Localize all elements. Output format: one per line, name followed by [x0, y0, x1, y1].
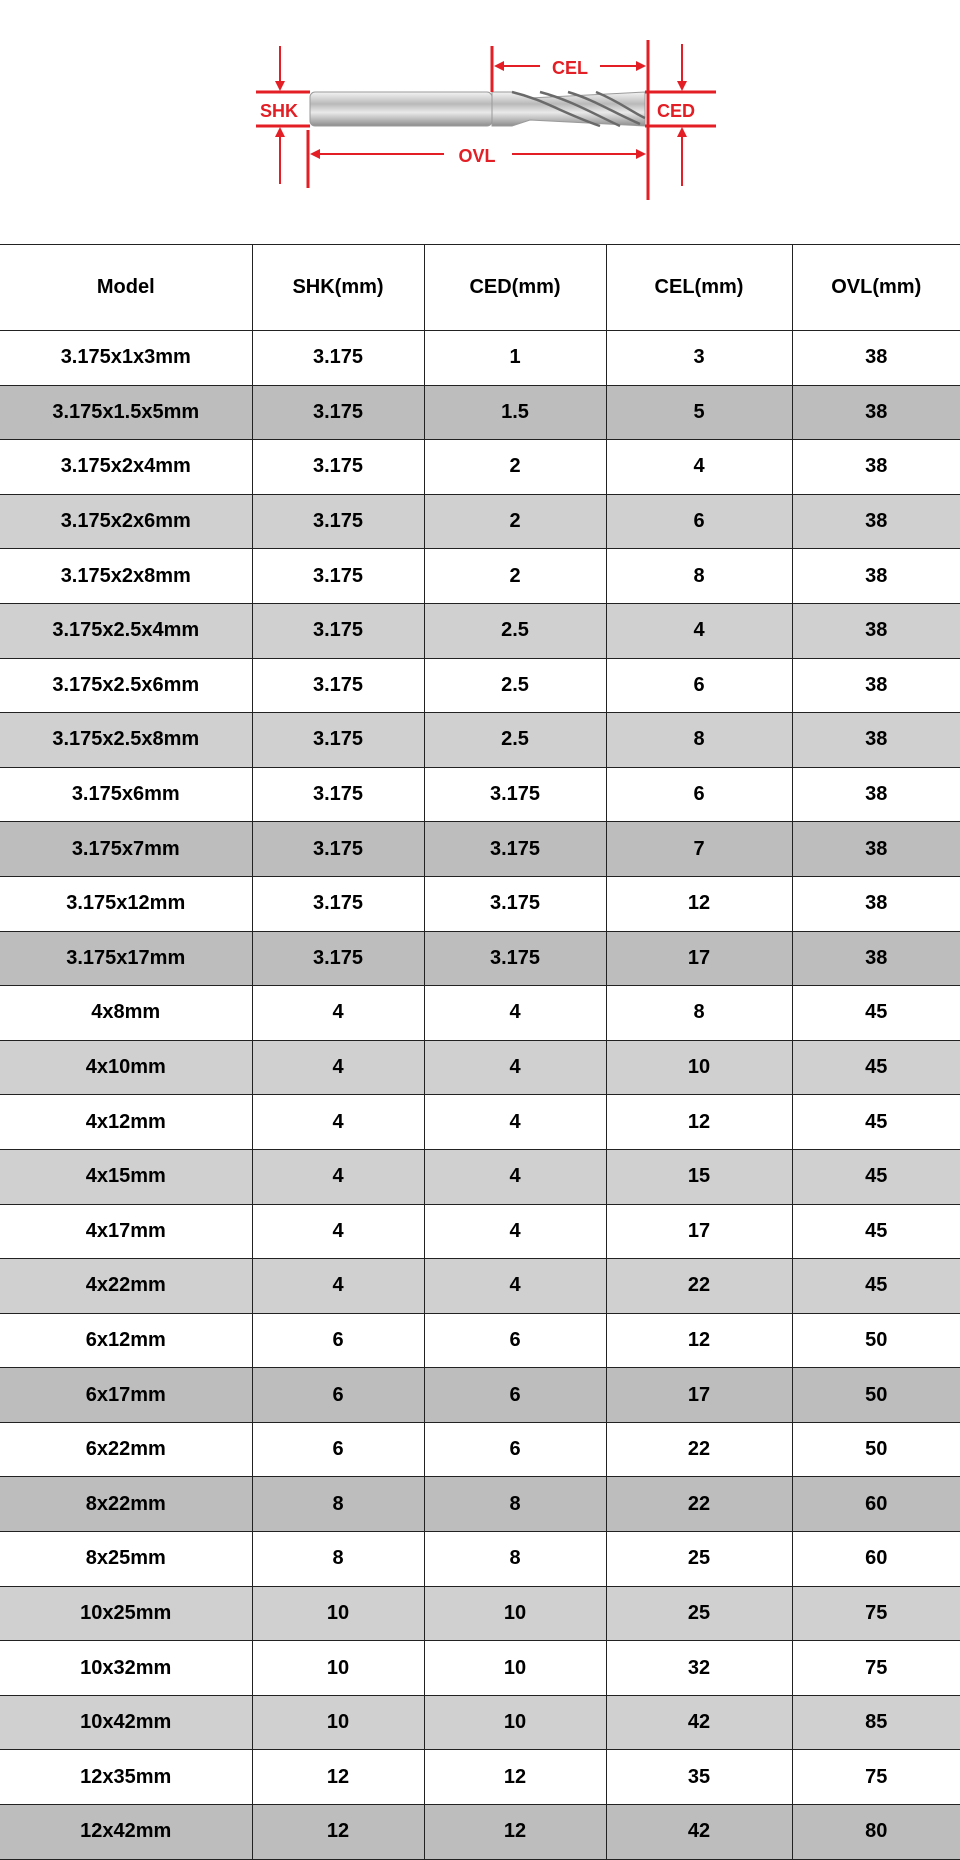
end-mill-dimension-diagram	[0, 0, 960, 244]
cell-cel: 32	[606, 1641, 792, 1696]
cell-ovl: 38	[792, 603, 960, 658]
cell-ced: 3.175	[424, 876, 606, 931]
cell-ced: 2	[424, 494, 606, 549]
cell-ovl: 45	[792, 1259, 960, 1314]
cell-model: 8x22mm	[0, 1477, 252, 1532]
cell-shk: 3.175	[252, 494, 424, 549]
cell-ovl: 38	[792, 385, 960, 440]
cell-model: 3.175x6mm	[0, 767, 252, 822]
table-header-row	[0, 245, 960, 331]
cell-ced: 2	[424, 549, 606, 604]
cell-ovl: 38	[792, 822, 960, 877]
table-row	[0, 822, 960, 877]
cell-model: 3.175x2x4mm	[0, 440, 252, 495]
cell-shk: 6	[252, 1313, 424, 1368]
cell-model: 3.175x1x3mm	[0, 331, 252, 386]
cell-shk: 4	[252, 1149, 424, 1204]
cell-model: 3.175x2.5x4mm	[0, 603, 252, 658]
table-row	[0, 1695, 960, 1750]
cell-model: 12x35mm	[0, 1750, 252, 1805]
cell-cel: 5	[606, 385, 792, 440]
table-row	[0, 931, 960, 986]
table-row	[0, 440, 960, 495]
cell-ced: 4	[424, 1204, 606, 1259]
cell-ovl: 60	[792, 1532, 960, 1587]
table-row	[0, 1095, 960, 1150]
table-row	[0, 549, 960, 604]
table-row	[0, 1259, 960, 1314]
cell-model: 3.175x7mm	[0, 822, 252, 877]
cell-ced: 2.5	[424, 713, 606, 768]
cell-ced: 8	[424, 1532, 606, 1587]
cell-ced: 3.175	[424, 767, 606, 822]
cell-model: 10x32mm	[0, 1641, 252, 1696]
table-row	[0, 1313, 960, 1368]
cell-cel: 12	[606, 1095, 792, 1150]
cell-shk: 4	[252, 1040, 424, 1095]
table-row	[0, 767, 960, 822]
cell-shk: 10	[252, 1695, 424, 1750]
cell-ovl: 45	[792, 1095, 960, 1150]
cell-shk: 6	[252, 1422, 424, 1477]
cell-shk: 10	[252, 1641, 424, 1696]
cell-ovl: 38	[792, 658, 960, 713]
cell-cel: 6	[606, 494, 792, 549]
cell-shk: 3.175	[252, 876, 424, 931]
table-row	[0, 1040, 960, 1095]
cell-shk: 3.175	[252, 331, 424, 386]
table-row	[0, 713, 960, 768]
cell-ced: 10	[424, 1641, 606, 1696]
cell-cel: 35	[606, 1750, 792, 1805]
end-mill-tool	[310, 92, 645, 126]
cell-ovl: 50	[792, 1313, 960, 1368]
cell-cel: 6	[606, 767, 792, 822]
cell-model: 6x12mm	[0, 1313, 252, 1368]
cell-cel: 10	[606, 1040, 792, 1095]
cell-ced: 6	[424, 1313, 606, 1368]
cell-ced: 10	[424, 1695, 606, 1750]
header-cel: CEL(mm)	[606, 245, 792, 331]
cell-shk: 3.175	[252, 713, 424, 768]
table-row	[0, 986, 960, 1041]
cell-model: 3.175x1.5x5mm	[0, 385, 252, 440]
cell-model: 4x10mm	[0, 1040, 252, 1095]
cell-ced: 8	[424, 1477, 606, 1532]
cell-shk: 6	[252, 1368, 424, 1423]
table-row	[0, 1477, 960, 1532]
cell-ced: 4	[424, 1095, 606, 1150]
cell-cel: 22	[606, 1477, 792, 1532]
cell-ced: 6	[424, 1422, 606, 1477]
cell-ced: 12	[424, 1750, 606, 1805]
cell-shk: 3.175	[252, 603, 424, 658]
cell-model: 10x25mm	[0, 1586, 252, 1641]
header-shk: SHK(mm)	[252, 245, 424, 331]
cell-ovl: 80	[792, 1805, 960, 1860]
table-row	[0, 876, 960, 931]
cell-shk: 3.175	[252, 767, 424, 822]
label-shk: SHK	[259, 101, 299, 121]
table-row	[0, 1204, 960, 1259]
cell-cel: 8	[606, 549, 792, 604]
cell-model: 10x42mm	[0, 1695, 252, 1750]
cell-model: 4x12mm	[0, 1095, 252, 1150]
cell-cel: 42	[606, 1695, 792, 1750]
cell-model: 4x17mm	[0, 1204, 252, 1259]
cell-ovl: 85	[792, 1695, 960, 1750]
cell-cel: 17	[606, 931, 792, 986]
cell-shk: 12	[252, 1805, 424, 1860]
table-row	[0, 1422, 960, 1477]
cell-ced: 3.175	[424, 931, 606, 986]
dimension-diagram-svg	[0, 0, 960, 244]
cell-ovl: 75	[792, 1641, 960, 1696]
cell-cel: 8	[606, 986, 792, 1041]
cell-ced: 12	[424, 1805, 606, 1860]
cell-shk: 4	[252, 1204, 424, 1259]
cell-ovl: 38	[792, 494, 960, 549]
cell-ced: 4	[424, 1149, 606, 1204]
cell-ovl: 38	[792, 931, 960, 986]
label-cel: CEL	[552, 58, 588, 78]
cell-model: 3.175x2x6mm	[0, 494, 252, 549]
cell-ced: 2.5	[424, 658, 606, 713]
tool-cutting-edge	[492, 92, 645, 126]
specification-table	[0, 244, 960, 1860]
cell-model: 4x8mm	[0, 986, 252, 1041]
header-ced: CED(mm)	[424, 245, 606, 331]
cell-ovl: 60	[792, 1477, 960, 1532]
cell-ced: 10	[424, 1586, 606, 1641]
cell-ced: 3.175	[424, 822, 606, 877]
cell-shk: 4	[252, 986, 424, 1041]
cell-ovl: 38	[792, 549, 960, 604]
cell-ovl: 45	[792, 1204, 960, 1259]
cell-model: 8x25mm	[0, 1532, 252, 1587]
cell-cel: 7	[606, 822, 792, 877]
cell-ovl: 38	[792, 876, 960, 931]
label-ovl: OVL	[458, 146, 496, 166]
cell-cel: 4	[606, 440, 792, 495]
cell-shk: 8	[252, 1477, 424, 1532]
table-row	[0, 1586, 960, 1641]
cell-cel: 12	[606, 1313, 792, 1368]
cell-ced: 4	[424, 1259, 606, 1314]
cell-cel: 6	[606, 658, 792, 713]
cell-model: 4x15mm	[0, 1149, 252, 1204]
cell-ced: 1	[424, 331, 606, 386]
table-row	[0, 658, 960, 713]
header-ovl: OVL(mm)	[792, 245, 960, 331]
cell-model: 6x22mm	[0, 1422, 252, 1477]
label-ced: CED	[656, 101, 696, 121]
table-row	[0, 494, 960, 549]
cell-shk: 4	[252, 1095, 424, 1150]
cell-model: 3.175x17mm	[0, 931, 252, 986]
cell-model: 3.175x2.5x8mm	[0, 713, 252, 768]
table-row	[0, 331, 960, 386]
cell-cel: 17	[606, 1204, 792, 1259]
cell-shk: 8	[252, 1532, 424, 1587]
cell-shk: 3.175	[252, 385, 424, 440]
cell-ced: 1.5	[424, 385, 606, 440]
cell-shk: 3.175	[252, 658, 424, 713]
cell-shk: 10	[252, 1586, 424, 1641]
cell-shk: 12	[252, 1750, 424, 1805]
table-row	[0, 1750, 960, 1805]
cell-ced: 2	[424, 440, 606, 495]
cell-ced: 4	[424, 1040, 606, 1095]
cell-ovl: 45	[792, 1040, 960, 1095]
cell-model: 3.175x12mm	[0, 876, 252, 931]
cell-ovl: 50	[792, 1368, 960, 1423]
cell-ovl: 38	[792, 440, 960, 495]
cell-ovl: 38	[792, 713, 960, 768]
cell-ovl: 38	[792, 331, 960, 386]
table-row	[0, 385, 960, 440]
cell-cel: 15	[606, 1149, 792, 1204]
cell-cel: 22	[606, 1422, 792, 1477]
table-row	[0, 603, 960, 658]
cell-cel: 3	[606, 331, 792, 386]
cell-cel: 4	[606, 603, 792, 658]
cell-cel: 12	[606, 876, 792, 931]
tool-shank	[310, 92, 492, 126]
table-row	[0, 1805, 960, 1860]
cell-ovl: 75	[792, 1586, 960, 1641]
cell-ovl: 75	[792, 1750, 960, 1805]
cell-cel: 8	[606, 713, 792, 768]
cell-ovl: 50	[792, 1422, 960, 1477]
cell-cel: 25	[606, 1532, 792, 1587]
header-model: Model	[0, 245, 252, 331]
cell-shk: 3.175	[252, 931, 424, 986]
cell-ced: 6	[424, 1368, 606, 1423]
cell-cel: 17	[606, 1368, 792, 1423]
cell-model: 6x17mm	[0, 1368, 252, 1423]
table-row	[0, 1532, 960, 1587]
cell-model: 3.175x2x8mm	[0, 549, 252, 604]
cell-cel: 25	[606, 1586, 792, 1641]
cell-model: 3.175x2.5x6mm	[0, 658, 252, 713]
table-row	[0, 1368, 960, 1423]
cell-ced: 2.5	[424, 603, 606, 658]
cell-cel: 42	[606, 1805, 792, 1860]
cell-ced: 4	[424, 986, 606, 1041]
cell-shk: 3.175	[252, 822, 424, 877]
cell-shk: 3.175	[252, 440, 424, 495]
cell-cel: 22	[606, 1259, 792, 1314]
cell-model: 4x22mm	[0, 1259, 252, 1314]
table-row	[0, 1641, 960, 1696]
cell-ovl: 45	[792, 1149, 960, 1204]
cell-ovl: 45	[792, 986, 960, 1041]
cell-shk: 4	[252, 1259, 424, 1314]
cell-ovl: 38	[792, 767, 960, 822]
table-row	[0, 1149, 960, 1204]
cell-model: 12x42mm	[0, 1805, 252, 1860]
cell-shk: 3.175	[252, 549, 424, 604]
table-body	[0, 331, 960, 1860]
